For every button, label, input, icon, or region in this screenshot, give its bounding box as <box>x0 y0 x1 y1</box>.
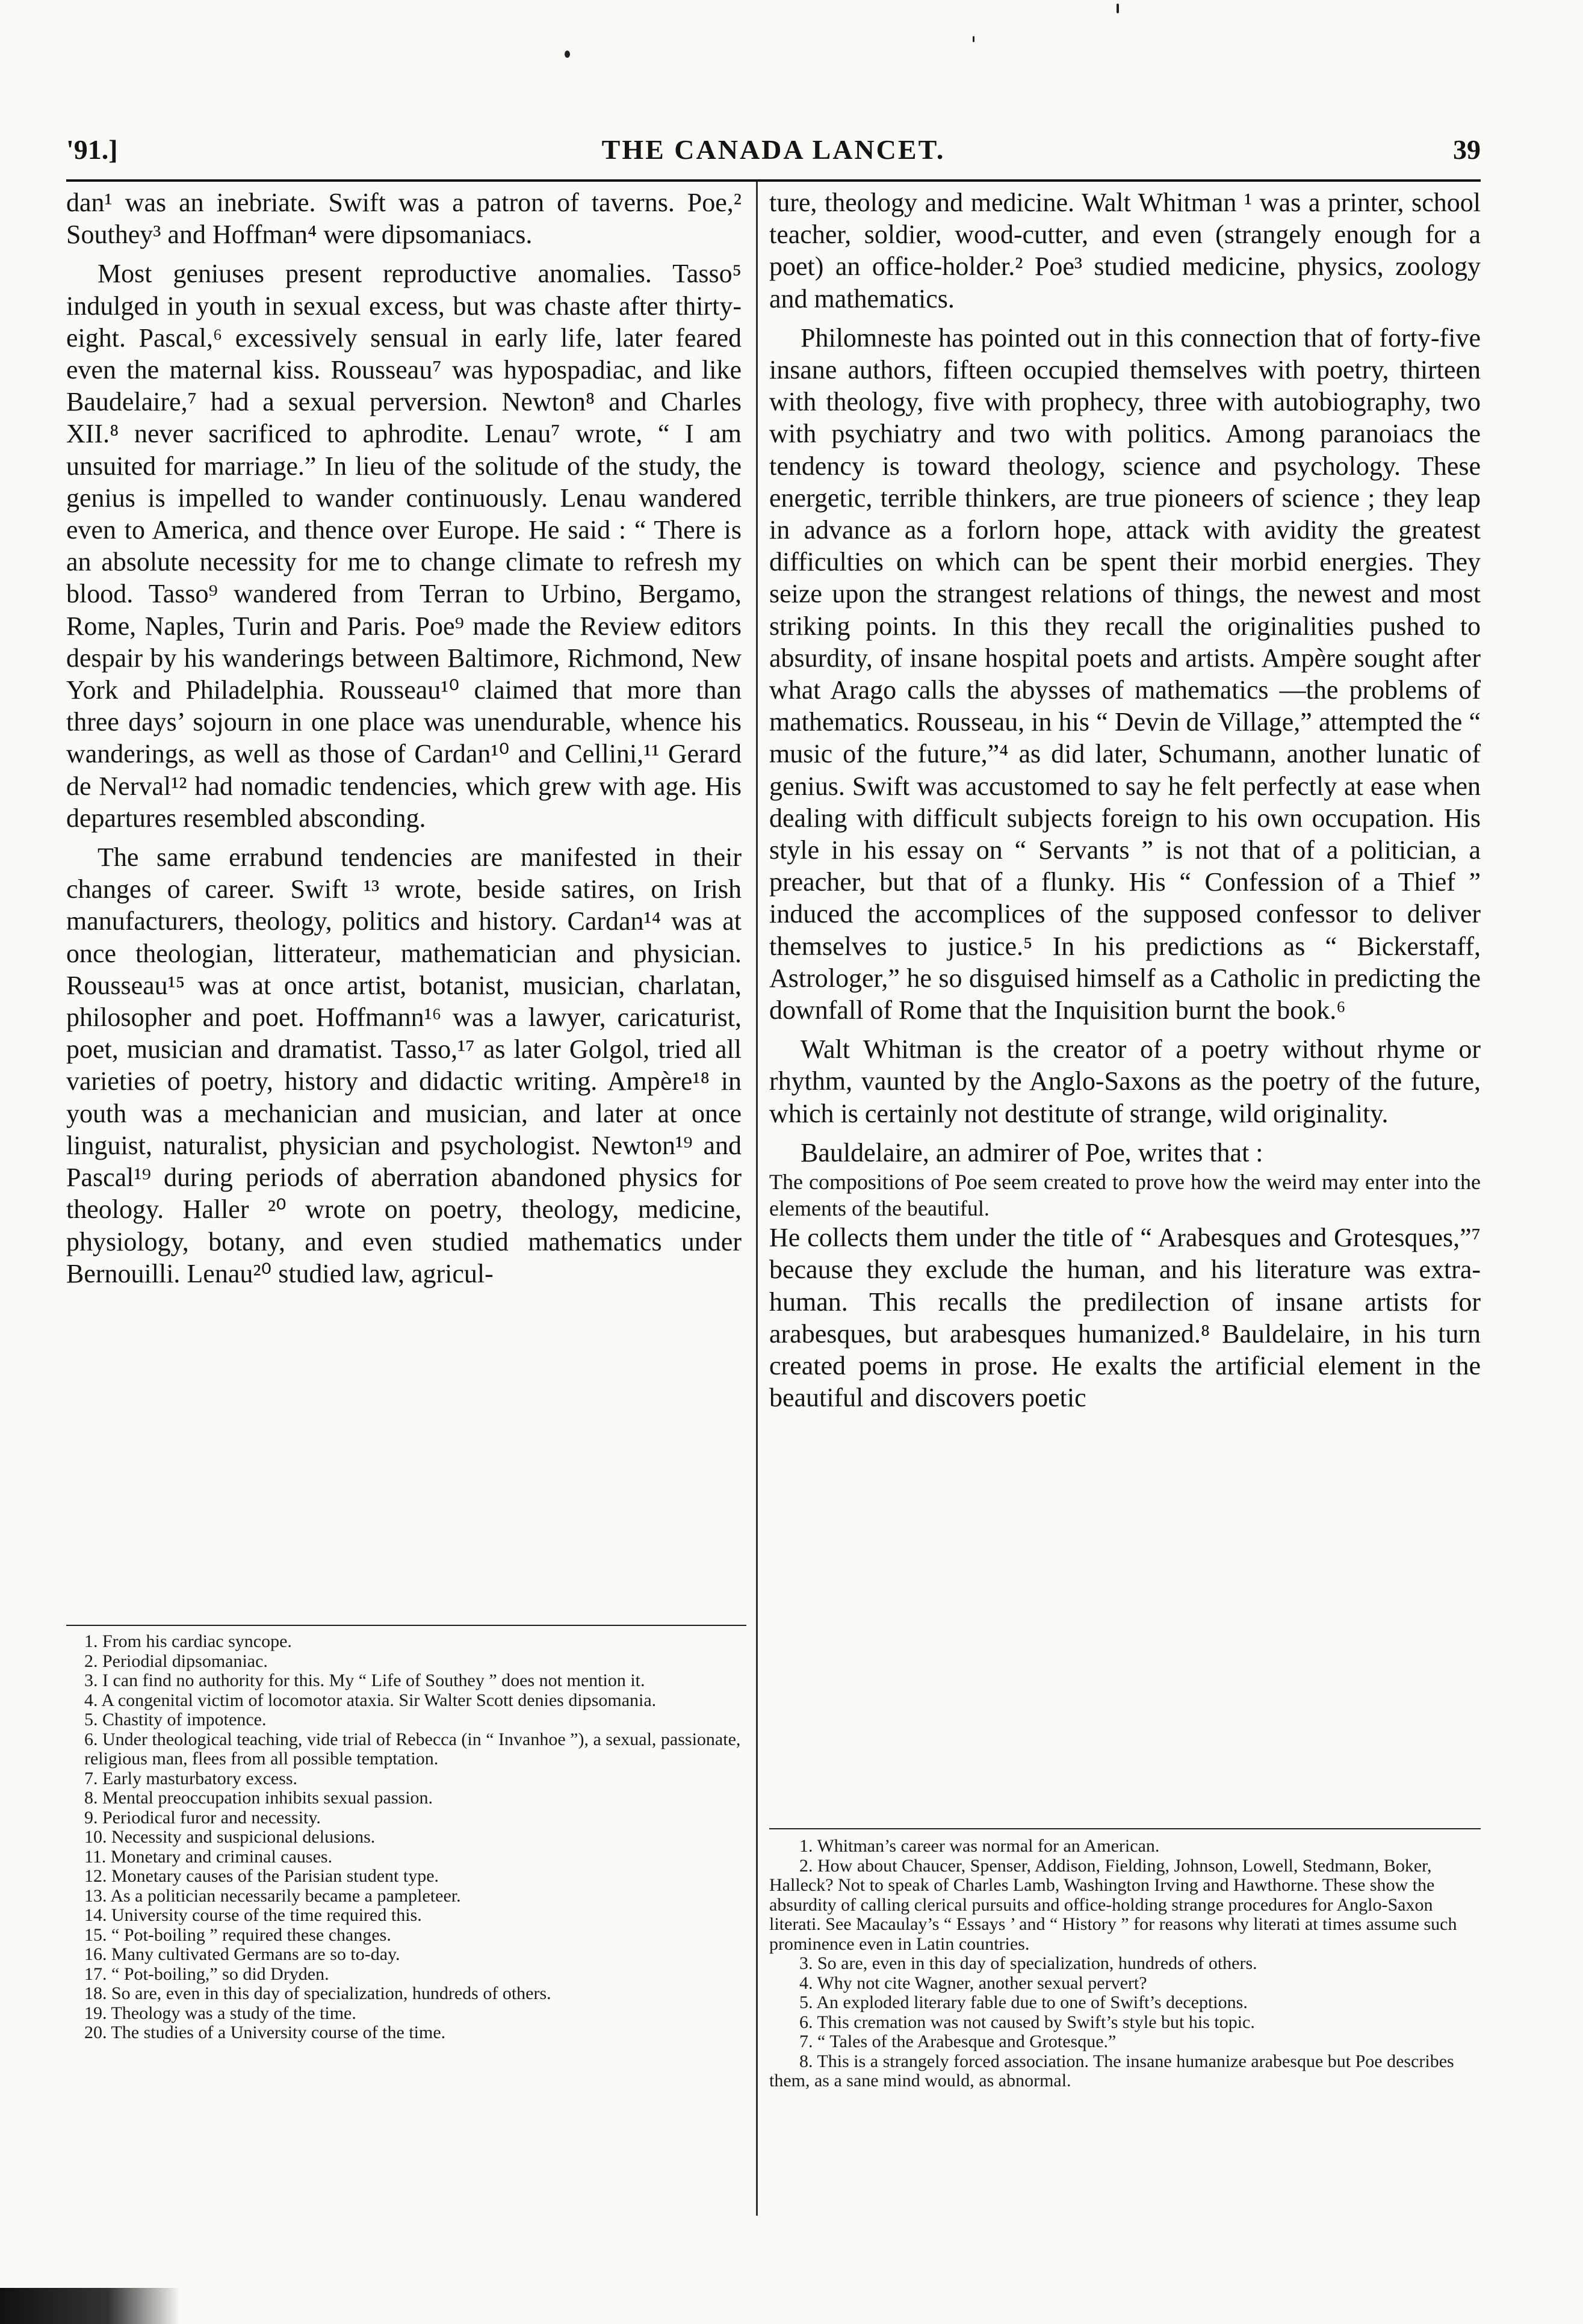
paragraph: Walt Whitman is the creator of a poetry without rhyme or rhythm, vaunted by the Anglo-Saxons as the poetry of the future, which is certainly not destitute of strange, wild originality. <box>769 1034 1481 1128</box>
header-volume-year: '91.] <box>66 134 118 165</box>
footnote: 2. Periodial dipsomaniac. <box>84 1651 268 1671</box>
footnote: 19. Theology was a study of the time. <box>84 2003 356 2023</box>
footnote: 5. An exploded literary fable due to one of Swift’s deceptions. <box>799 1992 1248 2012</box>
footnote: 14. University course of the time required this. <box>84 1905 422 1925</box>
footnote: 6. This cremation was not caused by Swift’s style but his topic. <box>799 2012 1255 2032</box>
footnote: 5. Chastity of impotence. <box>84 1710 267 1729</box>
footnote: 7. Early masturbatory excess. <box>84 1768 298 1788</box>
footnote: 11. Monetary and criminal causes. <box>84 1846 333 1867</box>
footnote: 9. Periodical furor and necessity. <box>84 1807 321 1828</box>
paragraph: The same errabund tendencies are manifested in their changes of career. Swift ¹³ wrote, beside satires, on Irish manufacturers, theology, politics and history. Cardan¹⁴ was at once theologian, litterateur, mathematician and physician. Rousseau¹⁵ was at once artist, botanist, musician, charlatan, philosopher and poet. Hoffmann¹⁶ was a lawyer, caricaturist, poet, musician and dramatist. Tasso,¹⁷ as later Golgol, tried all varieties of poetry, history and didactic writing. Ampère¹⁸ in youth was a mechanician and musician, and later at once linguist, naturalist, physician and psychologist. Newton¹⁹ and Pascal¹⁹ during periods of aberration abandoned physics for theology. Haller ²⁰ wrote on poetry, theology, medicine, physiology, botany, and even studied mathematics under Bernouilli. Lenau²⁰ studied law, agricul- <box>66 842 742 1288</box>
footnote: 1. From his cardiac syncope. <box>84 1631 292 1651</box>
footnote: 8. Mental preoccupation inhibits sexual passion. <box>84 1788 433 1808</box>
running-head <box>66 134 1481 176</box>
paragraph: ture, theology and medicine. Walt Whitman ¹ was a printer, school teacher, soldier, wood-cutter, and even (strangely enough for a poet) an office-holder.² Poe³ studied medicine, physics, zoology and mathematics. <box>769 188 1481 314</box>
footnote: 4. Why not cite Wagner, another sexual pervert? <box>799 1973 1147 1993</box>
footnote: 2. How about Chaucer, Spenser, Addison, Fielding, Johnson, Lowell, Stedmann, Boker, Halleck? Not to speak of Charles Lamb, Washington Irving and Hawthorne. These show the absurdity of calling clerical pursuits and office-holding strange procedures for Anglo-Saxon literati. See Macaulay’s “ Essays ’ and “ History ” for reasons why literati at times assume such prominence even in Latin countries. <box>769 1855 1457 1954</box>
footnote: 12. Monetary causes of the Parisian student type. <box>84 1866 439 1886</box>
footnote: 3. So are, even in this day of specialization, hundreds of others. <box>799 1953 1257 1973</box>
footnote: 7. “ Tales of the Arabesque and Grotesque.” <box>799 2032 1117 2051</box>
footnote: 6. Under theological teaching, vide trial of Rebecca (in “ Invanhoe ”), a sexual, passionate, religious man, flees from all possible temptation. <box>84 1729 741 1769</box>
paragraph: Most geniuses present reproductive anomalies. Tasso⁵ indulged in youth in sexual excess, but was chaste after thirty-eight. Pascal,⁶ excessively sensual in early life, later feared even the maternal kiss. Rousseau⁷ was hypospadiac, and like Baudelaire,⁷ had a sexual perversion. Newton⁸ and Charles XII.⁸ never sacrificed to aphrodite. Lenau⁷ wrote, “ I am unsuited for marriage.” In lieu of the solitude of the study, the genius is impelled to wander continuously. Lenau wandered even to America, and thence over Europe. He said : “ There is an absolute necessity for me to change climate to refresh my blood. Tasso⁹ wandered from Terran to Urbino, Bergamo, Rome, Naples, Turin and Paris. Poe⁹ made the Review editors despair by his wanderings between Baltimore, Richmond, New York and Philadelphia. Rousseau¹⁰ claimed that more than three days’ sojourn in one place was unendurable, whence his wanderings, as well as those of Cardan¹⁰ and Cellini,¹¹ Gerard de Nerval¹² had nomadic tendencies, which grew with age. His departures resembled absconding. <box>66 259 742 833</box>
footnotes-left <box>66 1632 758 2043</box>
footnote: 15. “ Pot-boiling ” required these changes. <box>84 1924 391 1945</box>
footnote: 8. This is a strangely forced association. The insane humanize arabesque but Poe describes them, as a sane mind would, as abnormal. <box>769 2051 1454 2091</box>
paragraph: Bauldelaire, an admirer of Poe, writes that : <box>801 1137 1263 1167</box>
paragraph: He collects them under the title of “ Arabesques and Grotesques,”⁷ because they exclude the human, and his literature was extra-human. This recalls the predilection of insane artists for arabesques, but arabesques humanized.⁸ Bauldelaire, in his turn created poems in prose. He exalts the artificial element in the beautiful and discovers poetic <box>769 1223 1481 1413</box>
journal-title: THE CANADA LANCET. <box>601 134 946 165</box>
footnote: 13. As a politician necessarily became a pampleteer. <box>84 1885 461 1906</box>
footnotes-right <box>769 1837 1481 2091</box>
scan-edge-smudge <box>0 2288 181 2324</box>
ink-speck <box>1117 4 1119 13</box>
footnote-rule-right <box>769 1828 1481 1829</box>
paragraph: Philomneste has pointed out in this connection that of forty-five insane authors, fifteen occupied themselves with poetry, thirteen with theology, five with prophecy, three with autobiography, two with psychiatry and two with politics. Among paranoiacs the tendency is toward theology, science and psychology. These energetic, terrible thinkers, are true pioneers of science ; they leap in advance as a forlorn hope, attack with avidity the greatest difficulties on which can be spent their morbid energies. They seize upon the strangest relations of things, the newest and most striking points. In this they recall the originalities pushed to absurdity, of insane hospital poets and artists. Ampère sought after what Arago calls the abysses of mathematics —the problems of mathematics. Rousseau, in his “ Devin de Village,” attempted the “ music of the future,”⁴ as did later, Schumann, another lunatic of genius. Swift was accustomed to say he felt perfectly at ease when dealing with difficult subjects foreign to his own occupation. His style in his essay on “ Servants ” is not that of a politician, a preacher, but that of a flunky. His “ Confession of a Thief ” induced the accomplices of the supposed confessor to deliver themselves to justice.⁵ In his predictions as “ Bickerstaff, Astrologer,” he so disguised himself as a Catholic in predicting the downfall of Rome that the Inquisition burnt the book.⁶ <box>769 323 1481 1025</box>
paragraph: dan¹ was an inebriate. Swift was a patron of taverns. Poe,² Southey³ and Hoffman⁴ were dipsomaniacs. <box>66 188 742 250</box>
ink-speck <box>565 51 570 58</box>
block-quote: The compositions of Poe seem created to prove how the weird may enter into the elements of the beautiful. <box>769 1170 1481 1221</box>
right-column <box>769 187 1481 1414</box>
footnote: 1. Whitman’s career was normal for an American. <box>799 1836 1160 1856</box>
header-rule <box>66 179 1481 182</box>
ink-speck <box>973 36 974 42</box>
footnote-rule-left <box>66 1625 746 1626</box>
footnote: 10. Necessity and suspicional delusions. <box>84 1827 376 1847</box>
footnote: 3. I can find no authority for this. My “ Life of Southey ” does not mention it. <box>84 1670 645 1690</box>
footnote: 4. A congenital victim of locomotor ataxia. Sir Walter Scott denies dipsomania. <box>84 1690 657 1710</box>
footnote: 17. “ Pot-boiling,” so did Dryden. <box>84 1964 329 1984</box>
footnote: 16. Many cultivated Germans are so to-day. <box>84 1944 400 1964</box>
page-number: 39 <box>1453 134 1481 165</box>
footnote: 20. The studies of a University course of the time. <box>84 2023 446 2042</box>
left-column <box>66 187 742 1290</box>
footnote: 18. So are, even in this day of specialization, hundreds of others. <box>84 1983 551 2003</box>
